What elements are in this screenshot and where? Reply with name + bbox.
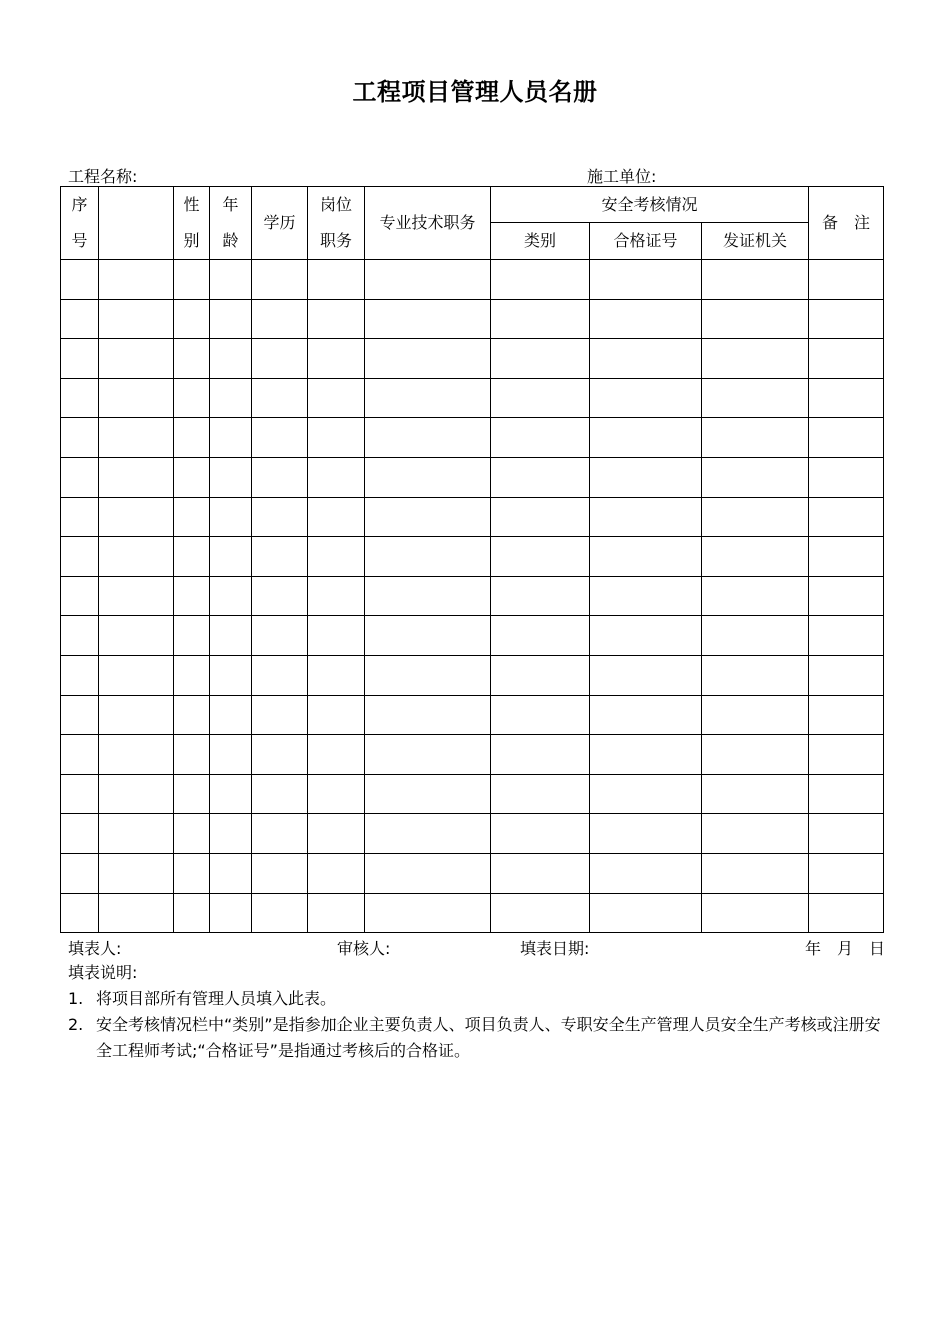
table-row <box>61 537 884 577</box>
cell-age <box>210 616 252 656</box>
cell-cert-no <box>590 814 702 854</box>
cell-tech-title <box>365 655 491 695</box>
cell-age <box>210 260 252 300</box>
cell-category <box>491 378 590 418</box>
table-row <box>61 616 884 656</box>
cell-tech-title <box>365 260 491 300</box>
header-age-top: 年 <box>222 195 239 214</box>
table-row <box>61 853 884 893</box>
table-row <box>61 418 884 458</box>
cell-post <box>308 339 365 379</box>
cell-tech-title <box>365 418 491 458</box>
cell-category <box>491 735 590 775</box>
cell-education <box>252 497 308 537</box>
note-text: 安全考核情况栏中“类别”是指参加企业主要负责人、项目负责人、专职安全生产管理人员安全生产考核或注册安全工程师考试;“合格证号”是指通过考核后的合格证。 <box>96 1015 881 1060</box>
header-post <box>308 187 365 260</box>
cell-seq <box>61 774 99 814</box>
cell-seq <box>61 497 99 537</box>
header-row-1 <box>61 187 884 223</box>
header-education: 学历 <box>252 187 308 260</box>
header-post-bottom: 职务 <box>319 231 352 250</box>
cell-age <box>210 457 252 497</box>
cell-cert-no <box>590 299 702 339</box>
cell-seq <box>61 576 99 616</box>
cell-post <box>308 735 365 775</box>
cell-issuer <box>702 853 809 893</box>
cell-post <box>308 497 365 537</box>
header-gender <box>174 187 210 260</box>
header-seq <box>61 187 99 260</box>
cell-post <box>308 576 365 616</box>
cell-cert-no <box>590 457 702 497</box>
cell-remarks <box>809 457 884 497</box>
cell-seq <box>61 457 99 497</box>
cell-tech-title <box>365 299 491 339</box>
cell-gender <box>174 576 210 616</box>
table-row <box>61 497 884 537</box>
cell-category <box>491 537 590 577</box>
header-cert-no: 合格证号 <box>590 223 702 260</box>
cell-issuer <box>702 418 809 458</box>
cell-category <box>491 695 590 735</box>
cell-age <box>210 418 252 458</box>
cell-issuer <box>702 299 809 339</box>
cell-gender <box>174 537 210 577</box>
cell-seq <box>61 378 99 418</box>
cell-remarks <box>809 695 884 735</box>
cell-post <box>308 378 365 418</box>
cell-issuer <box>702 655 809 695</box>
cell-tech-title <box>365 616 491 656</box>
cell-age <box>210 695 252 735</box>
cell-tech-title <box>365 378 491 418</box>
table-row <box>61 735 884 775</box>
cell-tech-title <box>365 695 491 735</box>
cell-seq <box>61 537 99 577</box>
cell-issuer <box>702 576 809 616</box>
cell-post <box>308 299 365 339</box>
cell-cert-no <box>590 893 702 933</box>
cell-name <box>99 695 174 735</box>
cell-name <box>99 774 174 814</box>
cell-age <box>210 814 252 854</box>
cell-name <box>99 418 174 458</box>
table-row <box>61 457 884 497</box>
header-gender-top: 性 <box>183 195 200 214</box>
cell-education <box>252 695 308 735</box>
cell-post <box>308 457 365 497</box>
cell-issuer <box>702 457 809 497</box>
cell-seq <box>61 695 99 735</box>
cell-tech-title <box>365 814 491 854</box>
cell-age <box>210 378 252 418</box>
cell-education <box>252 299 308 339</box>
cell-issuer <box>702 616 809 656</box>
cell-tech-title <box>365 457 491 497</box>
cell-age <box>210 299 252 339</box>
cell-seq <box>61 814 99 854</box>
cell-name <box>99 497 174 537</box>
cell-education <box>252 537 308 577</box>
table-row <box>61 814 884 854</box>
table-row <box>61 576 884 616</box>
header-age-bottom: 龄 <box>222 231 239 250</box>
cell-category <box>491 299 590 339</box>
cell-tech-title <box>365 537 491 577</box>
cell-cert-no <box>590 853 702 893</box>
cell-age <box>210 655 252 695</box>
cell-issuer <box>702 735 809 775</box>
table-row <box>61 655 884 695</box>
cell-gender <box>174 260 210 300</box>
cell-post <box>308 695 365 735</box>
cell-remarks <box>809 378 884 418</box>
cell-tech-title <box>365 774 491 814</box>
cell-name <box>99 735 174 775</box>
cell-post <box>308 814 365 854</box>
cell-category <box>491 457 590 497</box>
cell-gender <box>174 616 210 656</box>
header-category: 类别 <box>491 223 590 260</box>
cell-cert-no <box>590 537 702 577</box>
header-name <box>99 187 174 260</box>
header-seq-top: 序 <box>71 195 88 214</box>
cell-gender <box>174 418 210 458</box>
cell-remarks <box>809 814 884 854</box>
cell-post <box>308 616 365 656</box>
note-number: 1. <box>68 989 84 1008</box>
header-tech-title: 专业技术职务 <box>365 187 491 260</box>
cell-seq <box>61 893 99 933</box>
cell-seq <box>61 616 99 656</box>
fill-date-label: 填表日期: <box>520 939 590 958</box>
cell-post <box>308 418 365 458</box>
cell-category <box>491 616 590 656</box>
cell-cert-no <box>590 774 702 814</box>
cell-name <box>99 655 174 695</box>
cell-education <box>252 418 308 458</box>
cell-issuer <box>702 695 809 735</box>
cell-category <box>491 774 590 814</box>
cell-name <box>99 576 174 616</box>
cell-age <box>210 893 252 933</box>
cell-issuer <box>702 260 809 300</box>
cell-remarks <box>809 774 884 814</box>
header-post-top: 岗位 <box>319 195 352 214</box>
cell-category <box>491 418 590 458</box>
cell-education <box>252 893 308 933</box>
cell-cert-no <box>590 418 702 458</box>
cell-tech-title <box>365 893 491 933</box>
note-text: 将项目部所有管理人员填入此表。 <box>96 989 337 1008</box>
cell-name <box>99 457 174 497</box>
header-seq-bottom: 号 <box>71 231 88 250</box>
note-item <box>68 986 890 1012</box>
cell-age <box>210 537 252 577</box>
cell-seq <box>61 418 99 458</box>
cell-education <box>252 814 308 854</box>
header-gender-bottom: 别 <box>183 231 200 250</box>
cell-seq <box>61 339 99 379</box>
cell-age <box>210 774 252 814</box>
header-safety-group: 安全考核情况 <box>491 187 809 223</box>
cell-name <box>99 616 174 656</box>
table-row <box>61 260 884 300</box>
cell-gender <box>174 497 210 537</box>
cell-cert-no <box>590 655 702 695</box>
note-item <box>68 1012 890 1064</box>
cell-cert-no <box>590 576 702 616</box>
cell-remarks <box>809 735 884 775</box>
cell-seq <box>61 299 99 339</box>
note-number: 2. <box>68 1015 84 1034</box>
cell-seq <box>61 735 99 775</box>
cell-age <box>210 497 252 537</box>
cell-gender <box>174 299 210 339</box>
cell-gender <box>174 774 210 814</box>
cell-post <box>308 537 365 577</box>
cell-cert-no <box>590 260 702 300</box>
cell-category <box>491 853 590 893</box>
cell-gender <box>174 655 210 695</box>
cell-tech-title <box>365 497 491 537</box>
cell-name <box>99 853 174 893</box>
cell-category <box>491 814 590 854</box>
cell-issuer <box>702 378 809 418</box>
cell-post <box>308 853 365 893</box>
cell-gender <box>174 378 210 418</box>
reviewer-label: 审核人: <box>337 939 391 958</box>
cell-education <box>252 339 308 379</box>
cell-cert-no <box>590 735 702 775</box>
cell-remarks <box>809 853 884 893</box>
cell-remarks <box>809 418 884 458</box>
cell-gender <box>174 457 210 497</box>
cell-age <box>210 339 252 379</box>
cell-issuer <box>702 537 809 577</box>
filler-label: 填表人: <box>68 939 122 958</box>
table-row <box>61 893 884 933</box>
cell-education <box>252 457 308 497</box>
project-name-label: 工程名称: <box>68 167 138 186</box>
cell-tech-title <box>365 339 491 379</box>
cell-category <box>491 576 590 616</box>
table-row <box>61 695 884 735</box>
cell-remarks <box>809 576 884 616</box>
cell-issuer <box>702 774 809 814</box>
table-row <box>61 299 884 339</box>
cell-issuer <box>702 814 809 854</box>
cell-age <box>210 853 252 893</box>
cell-remarks <box>809 537 884 577</box>
contractor-label: 施工单位: <box>587 167 657 186</box>
cell-issuer <box>702 339 809 379</box>
cell-cert-no <box>590 497 702 537</box>
cell-category <box>491 497 590 537</box>
cell-gender <box>174 814 210 854</box>
personnel-table <box>60 186 884 933</box>
table-row <box>61 378 884 418</box>
cell-name <box>99 537 174 577</box>
cell-seq <box>61 260 99 300</box>
header-age <box>210 187 252 260</box>
cell-cert-no <box>590 378 702 418</box>
cell-name <box>99 260 174 300</box>
cell-education <box>252 655 308 695</box>
date-ymd: 年 月 日 <box>805 939 886 958</box>
cell-age <box>210 735 252 775</box>
cell-category <box>491 260 590 300</box>
cell-gender <box>174 893 210 933</box>
cell-name <box>99 814 174 854</box>
cell-remarks <box>809 497 884 537</box>
cell-name <box>99 299 174 339</box>
cell-name <box>99 378 174 418</box>
instructions <box>68 960 890 1064</box>
cell-education <box>252 735 308 775</box>
cell-tech-title <box>365 576 491 616</box>
cell-remarks <box>809 616 884 656</box>
cell-remarks <box>809 893 884 933</box>
page-title: 工程项目管理人员名册 <box>352 78 598 106</box>
cell-remarks <box>809 339 884 379</box>
cell-education <box>252 616 308 656</box>
cell-gender <box>174 735 210 775</box>
cell-education <box>252 378 308 418</box>
cell-issuer <box>702 497 809 537</box>
cell-age <box>210 576 252 616</box>
cell-remarks <box>809 260 884 300</box>
cell-education <box>252 774 308 814</box>
cell-tech-title <box>365 853 491 893</box>
cell-post <box>308 655 365 695</box>
instructions-heading: 填表说明: <box>68 963 138 982</box>
cell-cert-no <box>590 695 702 735</box>
cell-cert-no <box>590 339 702 379</box>
cell-name <box>99 893 174 933</box>
header-issuer: 发证机关 <box>702 223 809 260</box>
table-row <box>61 774 884 814</box>
cell-category <box>491 339 590 379</box>
cell-seq <box>61 853 99 893</box>
cell-cert-no <box>590 616 702 656</box>
cell-remarks <box>809 299 884 339</box>
cell-gender <box>174 695 210 735</box>
cell-gender <box>174 339 210 379</box>
cell-education <box>252 853 308 893</box>
cell-name <box>99 339 174 379</box>
cell-tech-title <box>365 735 491 775</box>
cell-category <box>491 655 590 695</box>
cell-education <box>252 260 308 300</box>
cell-education <box>252 576 308 616</box>
table-row <box>61 339 884 379</box>
header-remarks: 备 注 <box>809 187 884 260</box>
cell-post <box>308 260 365 300</box>
cell-post <box>308 893 365 933</box>
cell-issuer <box>702 893 809 933</box>
cell-post <box>308 774 365 814</box>
cell-category <box>491 893 590 933</box>
cell-seq <box>61 655 99 695</box>
cell-remarks <box>809 655 884 695</box>
cell-gender <box>174 853 210 893</box>
